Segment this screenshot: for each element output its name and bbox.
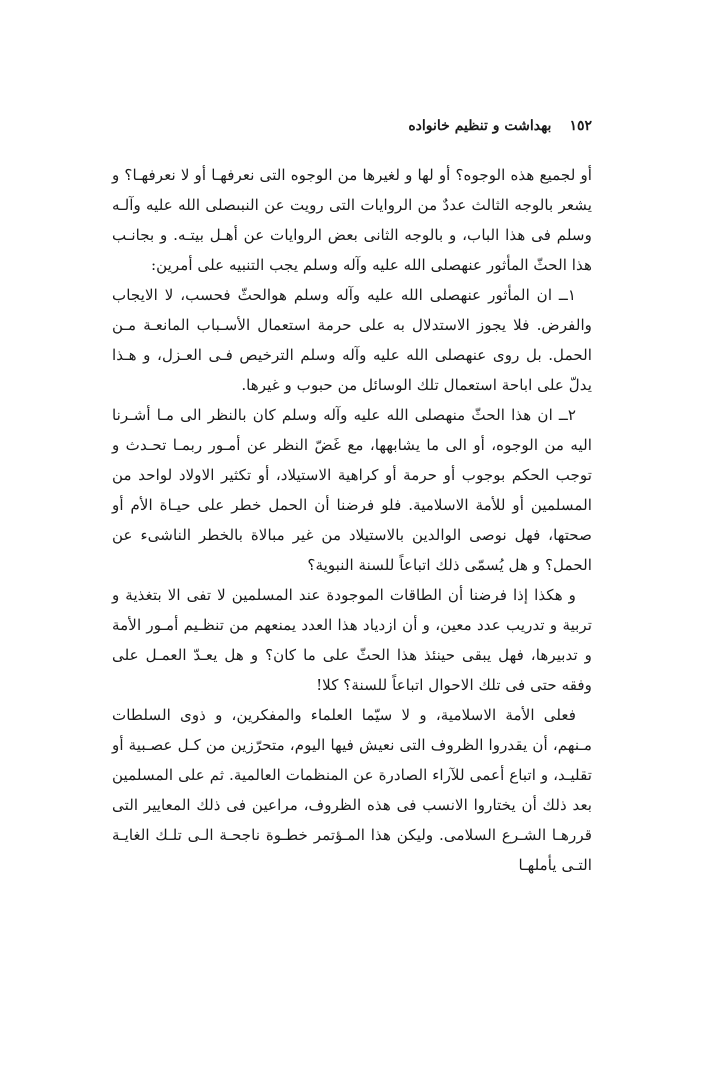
paragraph-intro: أو لجميع هذه الوجوه؟ أو لها و لغيرها من الوجوه التى نعرفهـا أو لا نعرفهـا؟ و يشعر بالوجه الثالث عددٌ من الروايات التى رويت عن النبىصلى الله عليه وآلـه وسلم فى هذا الباب، و بالوجه الثانى بعض الروايات عن أهـل بيتـه. و بجانـب هذا الحثّ المأثور عنهصلى الله عليه وآله وسلم يجب التنبيه على أمرين: <box>112 166 592 274</box>
paragraph-conclusion: فعلى الأمة الاسلامية، و لا سيّما العلماء والمفكرين، و ذوى السلطات مـنهم، أن يقدروا الظروف التى نعيش فيها اليوم، متحرّزين من كـل عصـبية أو تقليـد، و اتباع أعمى للآراء الصادرة عن المنظمات العالمية. ثم على المسلمين بعد ذلك أن يختاروا الانسب فى هذه الظروف، مراعين فى ذلك المعايير التى قررهـا الشـرع السلامى. وليكن هذا المـؤتمر خطـوة ناجحـة الـى تلـك الغايـة التـى يأملهـا <box>112 706 592 874</box>
body-text <box>112 160 592 880</box>
book-page <box>112 118 592 880</box>
paragraph-point-1: ١ــ ان المأثور عنهصلى الله عليه وآله وسلم هوالحثّ فحسب، لا الايجاب والفرض. فلا يجوز الاستدلال به على حرمة استعمال الأسـباب المانعـة مـن الحمل. بل روى عنهصلى الله عليه وآله وسلم الترخيص فـى العـزل، و هـذا يدلّ على اباحة استعمال تلك الوسائل من حبوب و غيرها. <box>112 286 592 394</box>
page-number: ١٥٢ <box>569 118 592 134</box>
paragraph-point-2: ٢ــ ان هذا الحثّ منهصلى الله عليه وآله وسلم كان بالنظر الى مـا أشـرنا اليه من الوجوه، أو الى ما يشابهها، مع غَضّ النظر عن أمـور ربمـا تحـدث و توجب الحكم بوجوب أو حرمة أو كراهية الاستيلاد، أو تكثير الاولاد لواحد من المسلمين أو للأمة الاسلامية. فلو فرضنا أن الحمل خطر على حيـاة الأم أو صحتها، فهل نوصى الوالدين بالاستيلاد من غير مبالاة بالخطر الناشىء عن الحمل؟ و هل يُسمّى ذلك اتباعاً للسنة النبوية؟ <box>112 406 592 574</box>
running-title: بهداشت و تنظيم خانواده <box>408 118 552 134</box>
running-header <box>112 118 592 146</box>
paragraph-hypothetical: و هكذا إذا فرضنا أن الطاقات الموجودة عند المسلمين لا تفى الا بتغذية و تربية و تدريب عدد معين، و أن ازدياد هذا العدد يمنعهم من تنظـيم أمـور الأمة و تدبيرها، فهل يبقى حينئذ هذا الحثّ على ما كان؟ و هل يعـدّ العمـل على وفقه حتى فى تلك الاحوال اتباعاً للسنة؟ كلا! <box>112 586 592 694</box>
